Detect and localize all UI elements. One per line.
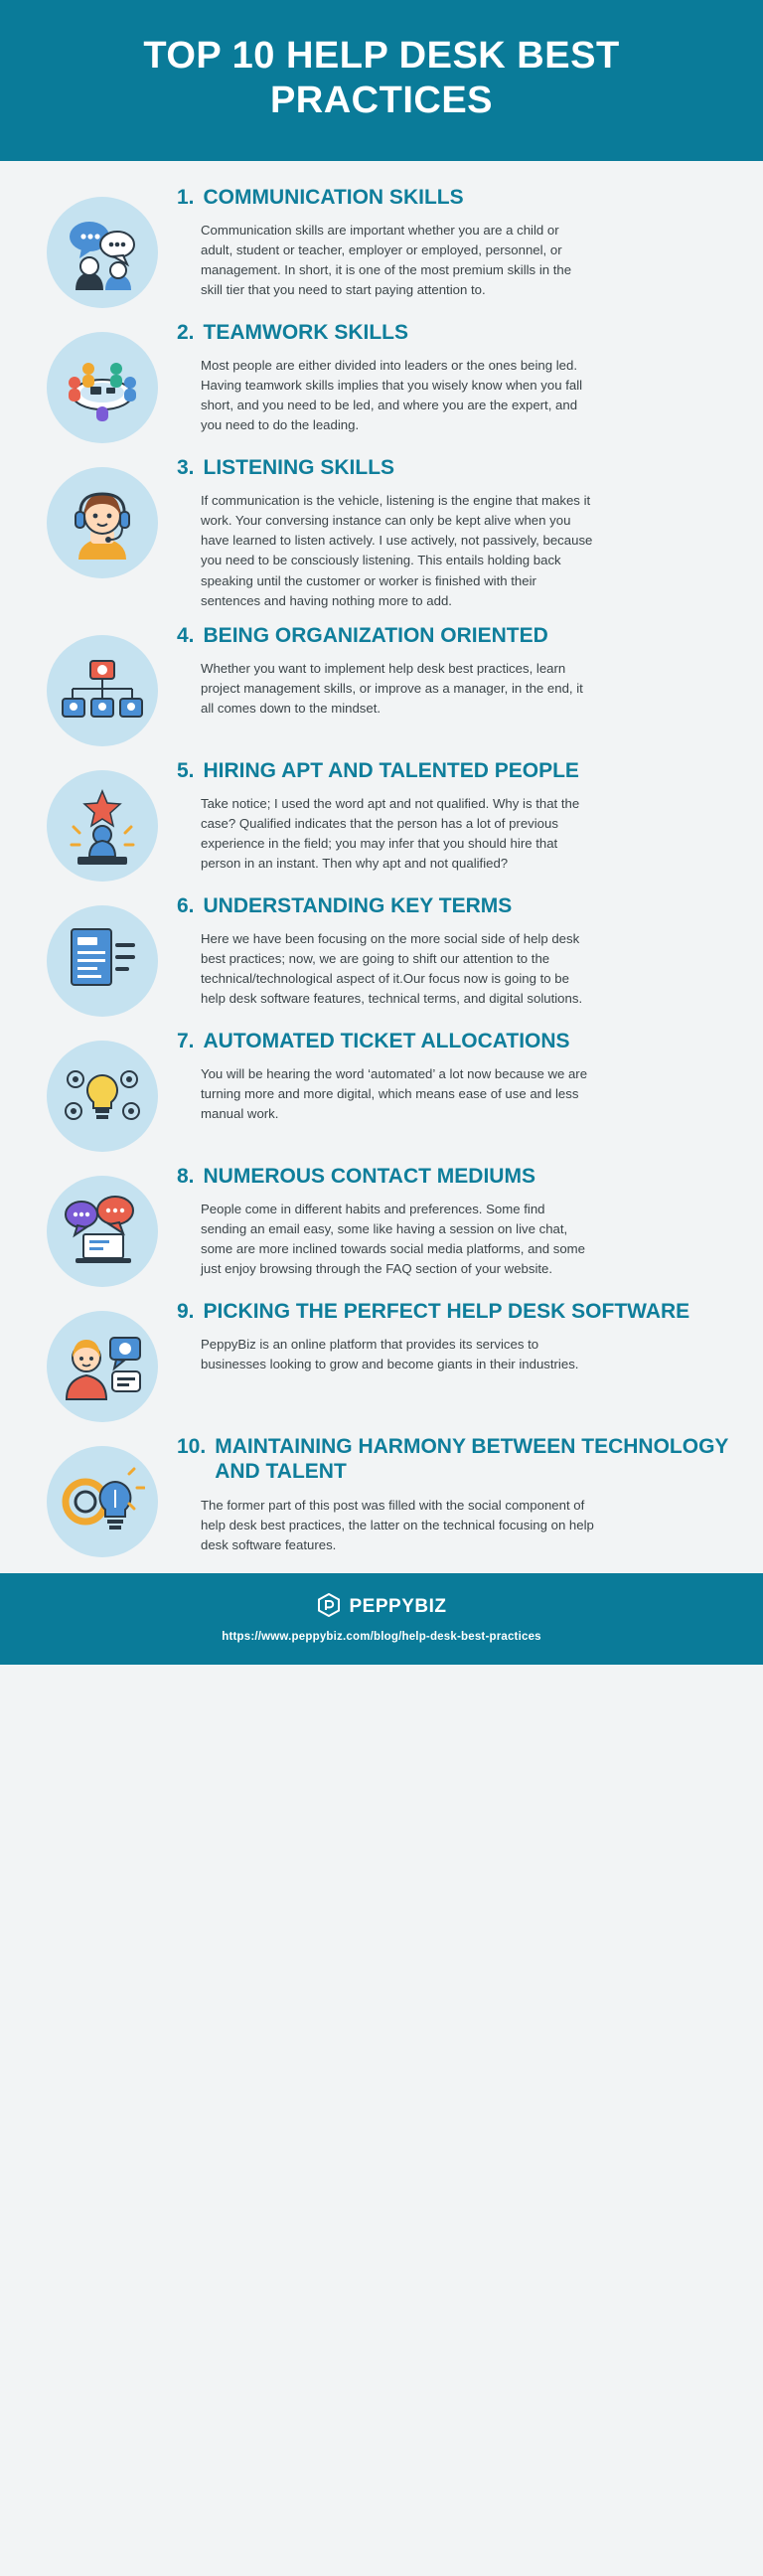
item-body: PeppyBiz is an online platform that provides its services to businesses looking to grow and become giants in their industries.	[201, 1337, 579, 1372]
item-title: BEING ORGANIZATION ORIENTED	[203, 623, 548, 647]
headset-agent-icon	[47, 467, 158, 578]
icon-cell	[28, 1158, 177, 1287]
item-number: 5.	[177, 758, 195, 782]
page-title: TOP 10 HELP DESK BEST PRACTICES	[143, 35, 620, 121]
item-body: Whether you want to implement help desk best practices, learn project management skills, or improve as a manager, in the end, it all comes down to the mindset.	[201, 661, 583, 717]
gear-lightbulb-idea-icon	[47, 1446, 158, 1557]
icon-cell	[28, 752, 177, 882]
footer-banner	[0, 1573, 763, 1665]
text-cell	[177, 1428, 729, 1555]
text-cell	[177, 179, 729, 301]
item-number: 6.	[177, 893, 195, 917]
item-body: Communication skills are important whether you are a child or adult, student or teacher, employer or employed, personnel, or management. In short, it is one of the most premium skills in the skill tier that you need to start paying attention to.	[201, 223, 572, 298]
item-body: If communication is the vehicle, listening is the engine that makes it work. Your conversing instance can only be kept alive when you have learned to listen actively. I use actively, not passively, because you need to be consciously listening. This entails holding back speaking until the customer or worker is finished with their sentences and having nothing more to add.	[201, 493, 593, 608]
lightbulb-gears-icon	[47, 1041, 158, 1152]
item-number: 8.	[177, 1164, 195, 1188]
list-item	[0, 179, 763, 308]
icon-cell	[28, 1428, 177, 1557]
icon-cell	[28, 314, 177, 443]
team-meeting-table-icon	[47, 332, 158, 443]
item-number: 3.	[177, 455, 195, 479]
list-item	[0, 314, 763, 443]
text-cell	[177, 887, 729, 1010]
speech-bubbles-people-icon	[47, 197, 158, 308]
header-banner	[0, 0, 763, 161]
items-list	[0, 161, 763, 1557]
item-title: NUMEROUS CONTACT MEDIUMS	[203, 1164, 535, 1188]
talent-star-podium-icon	[47, 770, 158, 882]
text-cell	[177, 449, 729, 611]
item-number: 9.	[177, 1299, 195, 1323]
text-cell	[177, 1158, 729, 1280]
list-item	[0, 752, 763, 882]
footer-url[interactable]: https://www.peppybiz.com/blog/help-desk-best-practices	[222, 1630, 541, 1643]
item-body: The former part of this post was filled with the social component of help desk best practices, the latter on the technical focusing on help desk software features.	[201, 1497, 594, 1552]
list-item	[0, 1293, 763, 1422]
brand-lockup	[20, 1593, 743, 1622]
item-title: MAINTAINING HARMONY BETWEEN TECHNOLOGY AND TALENT	[215, 1434, 729, 1484]
text-cell	[177, 752, 729, 875]
icon-cell	[28, 1023, 177, 1152]
item-title: UNDERSTANDING KEY TERMS	[203, 893, 513, 917]
item-body: Take notice; I used the word apt and not qualified. Why is that the case? Qualified indicates that the person has a lot of previous experience in the field; you may infer that you should hire that person in an instant. Then why apt and not qualified?	[201, 796, 580, 872]
item-title: LISTENING SKILLS	[203, 455, 395, 479]
item-number: 7.	[177, 1029, 195, 1052]
icon-cell	[28, 1293, 177, 1422]
text-cell	[177, 314, 729, 436]
org-chart-hierarchy-icon	[47, 635, 158, 746]
support-person-chat-icon	[47, 1311, 158, 1422]
text-cell	[177, 1293, 729, 1375]
item-body: People come in different habits and preferences. Some find sending an email easy, some like having a session on live chat, some are more inclined towards social media platforms, and some just enjoy browsing through the FAQ section of your website.	[201, 1202, 586, 1277]
item-title: COMMUNICATION SKILLS	[203, 185, 464, 209]
icon-cell	[28, 179, 177, 308]
item-body: Here we have been focusing on the more social side of help desk best practices; now, we are going to shift our attention to the technical/technological aspect of it.Our focus now is going to be help desk software features, technical terms, and digital solutions.	[201, 931, 583, 1007]
list-item	[0, 1158, 763, 1287]
list-item	[0, 887, 763, 1017]
item-body: Most people are either divided into leaders or the ones being led. Having teamwork skills implies that you wisely know when you fall short, and you need to be led, and where you are the expert, and you need to do the leading.	[201, 358, 583, 433]
item-title: AUTOMATED TICKET ALLOCATIONS	[203, 1029, 570, 1052]
item-number: 1.	[177, 185, 195, 209]
item-body: You will be hearing the word ‘automated’ a lot now because we are turning more and more digital, which means ease of use and less manual work.	[201, 1066, 588, 1122]
item-title: TEAMWORK SKILLS	[203, 320, 408, 344]
item-title: HIRING APT AND TALENTED PEOPLE	[203, 758, 579, 782]
item-number: 10.	[177, 1434, 207, 1458]
icon-cell	[28, 449, 177, 578]
item-number: 2.	[177, 320, 195, 344]
text-cell	[177, 617, 729, 720]
list-item	[0, 617, 763, 746]
text-cell	[177, 1023, 729, 1125]
icon-cell	[28, 887, 177, 1017]
item-number: 4.	[177, 623, 195, 647]
list-item	[0, 1023, 763, 1152]
laptop-chat-bubbles-icon	[47, 1176, 158, 1287]
peppybiz-logo-icon	[317, 1593, 341, 1622]
icon-cell	[28, 617, 177, 746]
list-item	[0, 1428, 763, 1557]
brand-name: PEPPYBIZ	[349, 1596, 447, 1618]
document-lines-icon	[47, 905, 158, 1017]
list-item	[0, 449, 763, 611]
item-title: PICKING THE PERFECT HELP DESK SOFTWARE	[203, 1299, 690, 1323]
